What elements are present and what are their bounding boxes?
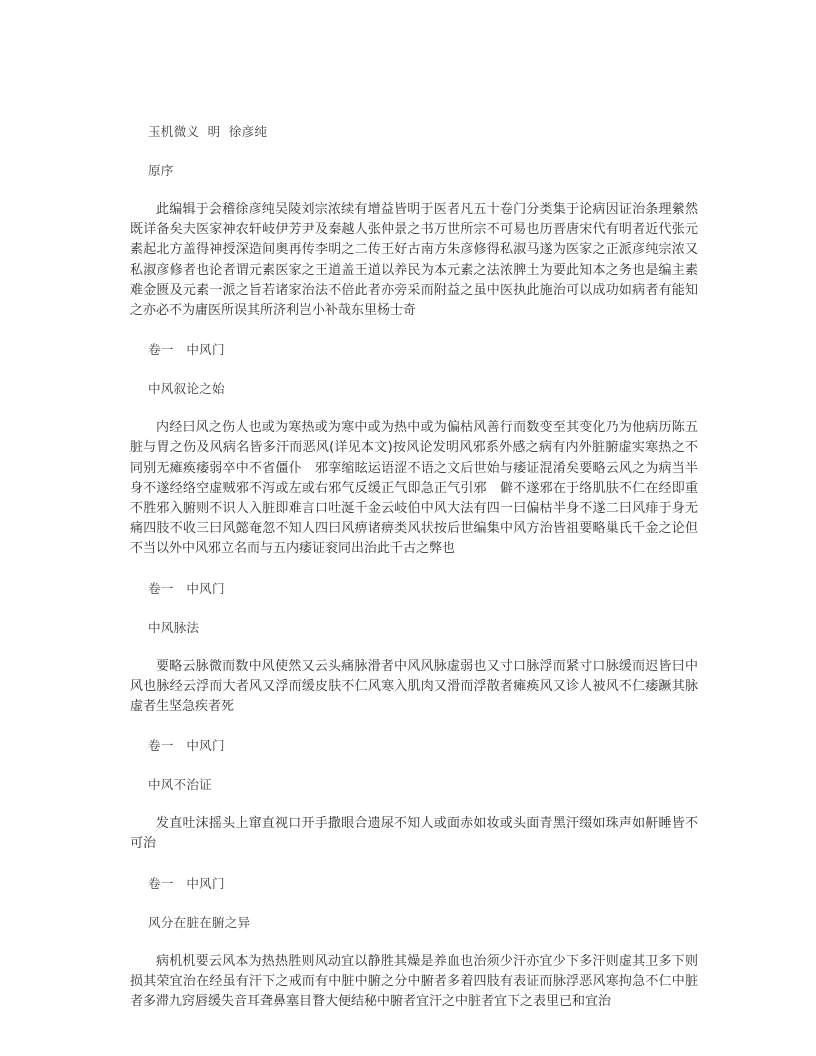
section-heading-preface: 原序	[148, 163, 174, 178]
paragraph-preface: 此编辑于会稽徐彦纯吴陵刘宗浓续有增益皆明于医者凡五十卷门分类集于论病因证治条理縈然既详备矣夫医家神农轩岐伊芳尹及秦越人张仲景之书万世所宗不可易也历晋唐宋代有明者近代张元素起北方盖得神授深造间奥再传李明之二传王好古南方朱彦修得私淑马遂为医家之正派彦纯宗浓又私淑彦修者也论者谓元素医家之王道盖王道以养民为本元素之法浓脾土为要此知本之务也是编主素难金匮及元素一派之旨若诸家治法不倍此者亦旁采而附益之虽中医执此施治可以成功如病者有能知之亦必不为庸医所误其所济利岂小补哉东里杨士奇	[130, 202, 698, 319]
volume-heading-4: 卷一 中风门	[148, 875, 225, 891]
paragraph-pulse-method: 要略云脉微而数中风使然又云头痛脉滑者中风风脉虚弱也又寸口脉浮而紧寸口脉缓而迟皆曰中风也脉经云浮而大者风又浮而缓皮肤不仁风寒入肌肉又滑而浮散者瘫痪风又诊人被风不仁痿蹶其脉虚者生坚急疾者死	[130, 658, 698, 715]
document-body	[130, 122, 698, 1012]
subheading-incurable-signs: 中风不治证	[148, 777, 212, 793]
subheading-zhongfeng-origin: 中风叙论之始	[148, 381, 225, 397]
paragraph-zhongfeng-origin: 内经曰风之伤人也或为寒热或为寒中或为热中或为偏枯风善行而数变至其变化乃为他病历陈五脏与胃之伤及风病名皆多汗而恶风(详见本文)按风论发明风邪系外感之病有内外脏腑虚实寒热之不同别无瘫痪痿弱卒中不省僵仆 邪挛缩眩运语涩不语之文后世始与痿证混淆矣要略云风之为病当半身不遂经络空虚贼邪不泻或左或右邪气反缓正气即急正气引邪 僻不遂邪在于络肌肤不仁在经即重不胜邪入腑则不识人入脏即难言口吐涎千金云岐伯中风大法有四一曰偏枯半身不遂二曰风痱于身无痛四肢不收三曰风懿奄忽不知人四曰风痹诸痹类风状按后世编集中风方治皆祖要略巢氏千金之论但不当以外中风邪立名而与五内痿证衮同出治此千古之弊也	[130, 420, 698, 557]
subheading-pulse-method: 中风脉法	[148, 619, 200, 635]
paragraph-zang-fu-distinction: 病机机要云风本为热热胜则风动宜以静胜其燥是养血也治须少汗亦宜少下多汗则虚其卫多下则损其荣宜治在经虽有汗下之戒而有中脏中腑之分中腑者多着四肢有表证而脉浮恶风寒拘急不仁中脏者多滞九窍唇缓失音耳聋鼻塞目瞀大便结秘中腑者宜汗之中脏者宜下之表里已和宜治	[130, 953, 698, 1010]
volume-heading-1: 卷一 中风门	[148, 342, 225, 358]
volume-heading-2: 卷一 中风门	[148, 580, 225, 596]
volume-heading-3: 卷一 中风门	[148, 738, 225, 754]
paragraph-incurable-signs: 发直吐沫摇头上窜直视口开手撒眼合遗尿不知人或面赤如妆或头面青黑汗缀如珠声如鼾睡皆不可治	[130, 816, 698, 852]
subheading-zang-fu-distinction: 风分在脏在腑之异	[148, 914, 251, 930]
book-title-line: 玉机微义 明 徐彦纯	[148, 124, 268, 139]
